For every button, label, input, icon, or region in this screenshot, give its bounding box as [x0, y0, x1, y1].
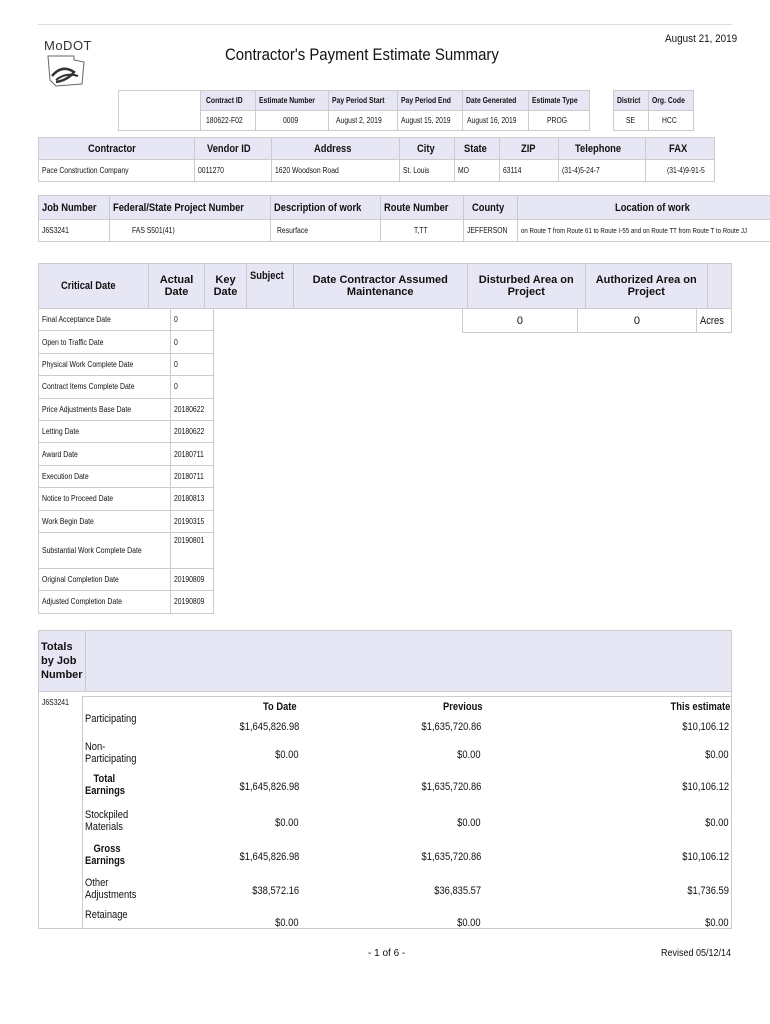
report-date: August 21, 2019: [665, 33, 738, 45]
missouri-map-icon: [44, 54, 94, 90]
this-estimate-value: $1,736.59: [687, 885, 729, 897]
modot-logo: [40, 34, 100, 92]
totals-row-label: Other Adjustments: [85, 877, 137, 901]
job-table: [38, 195, 770, 242]
city-value: St. Louis: [403, 166, 430, 175]
blank-cell: [119, 91, 201, 131]
state-value: MO: [458, 166, 470, 175]
date-generated-label: Date Generated: [466, 96, 517, 105]
critical-date-row: [39, 465, 214, 487]
critical-date-row: [39, 532, 214, 568]
authorized-area-label: Authorized Area on Project: [595, 274, 697, 298]
totals-grid: [82, 696, 732, 928]
contract-info-table: [118, 90, 694, 131]
previous-value: $1,635,720.86: [421, 781, 481, 793]
critical-date-name: Original Completion Date: [42, 575, 119, 585]
unit-header-cell: [707, 264, 731, 309]
pay-period-end-value: August 15, 2019: [400, 116, 451, 125]
pay-period-start-label: Pay Period Start: [331, 96, 385, 105]
previous-value: $0.00: [457, 917, 481, 929]
totals-row-label: Non-Participating: [85, 741, 137, 765]
totals-row-label: Total Earnings: [85, 773, 126, 797]
project-number-value: FAS S501(41): [132, 226, 175, 235]
critical-date-name: Open to Traffic Date: [42, 337, 104, 347]
disturbed-area-value: 0: [516, 314, 524, 327]
key-date-label: Key Date: [213, 274, 238, 298]
previous-value: $1,635,720.86: [421, 851, 481, 863]
totals-row: [83, 775, 731, 801]
critical-date-row: [39, 353, 214, 375]
previous-value: $1,635,720.86: [421, 721, 481, 733]
this-estimate-value: $0.00: [705, 817, 729, 829]
to-date-value: $38,572.16: [252, 885, 299, 897]
critical-date-name: Contract Items Complete Date: [42, 382, 135, 392]
disturbed-area-label: Disturbed Area on Project: [478, 274, 574, 298]
estimate-number-label: Estimate Number: [259, 96, 315, 105]
area-unit: Acres: [699, 314, 724, 327]
estimate-number-value: 0009: [283, 116, 299, 125]
telephone-value: (31-4)5-24-7: [562, 166, 600, 175]
previous-header: Previous: [443, 701, 483, 713]
critical-date-value: 20190809: [174, 597, 205, 607]
vendor-id-value: 0011270: [197, 166, 224, 175]
critical-date-value: 20180622: [174, 404, 205, 414]
totals-job-number: J6S3241: [42, 698, 69, 707]
critical-date-name: Price Adjustments Base Date: [42, 404, 132, 414]
totals-row: [83, 911, 731, 937]
critical-date-row: [39, 420, 214, 442]
job-number-value: J6S3241: [42, 226, 69, 235]
estimate-type-label: Estimate Type: [532, 96, 579, 105]
route-number-label: Route Number: [383, 201, 449, 214]
critical-date-value: 0: [174, 315, 178, 325]
critical-date-row: [39, 331, 214, 353]
county-label: County: [471, 201, 504, 214]
area-values-row: [462, 308, 732, 333]
critical-dates-table: [38, 308, 214, 614]
fax-value: (31-4)9-91-5: [666, 166, 705, 175]
totals-row: [83, 845, 731, 871]
contract-id-label: Contract ID: [206, 96, 244, 105]
this-estimate-value: $0.00: [705, 917, 729, 929]
this-estimate-header: This estimate: [670, 701, 730, 713]
page-number: - 1 of 6 -: [368, 948, 406, 959]
critical-date-name: Notice to Proceed Date: [42, 494, 114, 504]
logo-text: MoDOT: [44, 38, 92, 53]
previous-value: $0.00: [457, 817, 481, 829]
this-estimate-value: $10,106.12: [682, 851, 729, 863]
critical-date-row: [39, 510, 214, 532]
description-value: Resurface: [277, 226, 309, 235]
totals-row-label: Gross Earnings: [85, 843, 126, 867]
critical-date-value: 0: [174, 337, 178, 347]
zip-value: 63114: [503, 166, 522, 175]
totals-row: [83, 811, 731, 837]
fax-label: FAX: [669, 142, 688, 155]
critical-date-value: 20180711: [174, 471, 204, 481]
critical-dates-header: [38, 263, 732, 309]
page-title: Contractor's Payment Estimate Summary: [225, 45, 499, 64]
contractor-table: [38, 137, 715, 182]
critical-date-row: [39, 443, 214, 465]
contractor-value: Pace Construction Company: [42, 166, 129, 175]
contract-id-value: 180622-F02: [206, 116, 244, 125]
to-date-value: $0.00: [275, 817, 299, 829]
org-code-value: HCC: [662, 116, 678, 125]
critical-date-row: [39, 591, 214, 613]
project-number-label: Federal/State Project Number: [113, 201, 245, 214]
critical-date-label: Critical Date: [61, 280, 116, 292]
critical-date-name: Letting Date: [42, 427, 80, 437]
address-value: 1620 Woodson Road: [274, 166, 339, 175]
authorized-area-value: 0: [633, 314, 640, 327]
critical-date-value: 20190809: [174, 575, 205, 585]
totals-row-label: Stockpiled Materials: [85, 809, 129, 833]
critical-date-value: 20190315: [174, 516, 205, 526]
district-value: SE: [625, 116, 635, 125]
totals-body: [38, 691, 732, 929]
revised-date: Revised 05/12/14: [661, 948, 732, 959]
location-value: on Route T from Route 61 to Route I-55 and on Route TT from Route T to Route JJ: [521, 226, 748, 235]
route-number-value: T,TT: [413, 226, 428, 235]
critical-date-row: [39, 376, 214, 398]
previous-value: $36,835.57: [434, 885, 481, 897]
this-estimate-value: $10,106.12: [682, 781, 729, 793]
job-number-label: Job Number: [42, 201, 97, 214]
critical-date-name: Work Begin Date: [42, 516, 94, 526]
estimate-type-value: PROG: [547, 116, 568, 125]
description-label: Description of work: [274, 201, 362, 214]
totals-row-label: Retainage: [85, 909, 128, 921]
this-estimate-value: $10,106.12: [682, 721, 729, 733]
pay-period-start-value: August 2, 2019: [335, 116, 382, 125]
district-label: District: [617, 96, 641, 105]
critical-date-name: Award Date: [42, 449, 78, 459]
county-value: JEFFERSON: [466, 226, 508, 235]
to-date-value: $0.00: [275, 749, 299, 761]
critical-date-row: [39, 398, 214, 420]
city-label: City: [417, 142, 435, 155]
critical-date-value: 20180813: [174, 494, 205, 504]
address-label: Address: [313, 142, 351, 155]
critical-date-row: [39, 488, 214, 510]
critical-date-value: 20190801: [174, 535, 205, 545]
critical-date-value: 0: [174, 359, 178, 369]
actual-date-label: Actual Date: [159, 274, 194, 298]
to-date-value: $1,645,826.98: [239, 721, 299, 733]
critical-date-value: 20180622: [174, 427, 205, 437]
previous-value: $0.00: [457, 749, 481, 761]
critical-date-row: [39, 309, 214, 331]
contractor-label: Contractor: [88, 142, 137, 155]
totals-row: [83, 743, 731, 769]
telephone-label: Telephone: [574, 142, 622, 155]
totals-row: [83, 879, 731, 905]
totals-header-label: Totals by Job Number: [41, 641, 83, 681]
critical-date-row: [39, 568, 214, 590]
critical-date-name: Execution Date: [42, 471, 89, 481]
critical-date-name: Physical Work Complete Date: [42, 359, 134, 369]
vendor-id-label: Vendor ID: [207, 142, 251, 155]
totals-row-label: Participating: [85, 713, 137, 725]
zip-label: ZIP: [520, 142, 536, 155]
date-generated-value: August 16, 2019: [466, 116, 517, 125]
to-date-header: To Date: [263, 701, 297, 713]
totals-header-fill: [85, 631, 731, 692]
critical-date-value: 0: [174, 382, 178, 392]
org-code-label: Org. Code: [651, 96, 685, 105]
this-estimate-value: $0.00: [705, 749, 729, 761]
assumed-maintenance-label: Date Contractor Assumed Maintenance: [312, 274, 448, 298]
critical-date-value: 20180711: [174, 449, 204, 459]
critical-date-name: Adjusted Completion Date: [42, 597, 122, 607]
to-date-value: $0.00: [275, 917, 299, 929]
critical-date-name: Substantial Work Complete Date: [42, 545, 142, 555]
subject-label: Subject: [250, 270, 284, 282]
location-label: Location of work: [615, 201, 690, 214]
pay-period-end-label: Pay Period End: [400, 96, 451, 105]
state-label: State: [463, 142, 487, 155]
critical-date-name: Final Acceptance Date: [42, 315, 111, 325]
totals-header-table: [38, 630, 732, 692]
to-date-value: $1,645,826.98: [239, 781, 299, 793]
top-rule: [38, 24, 732, 25]
totals-row: [83, 715, 731, 741]
to-date-value: $1,645,826.98: [239, 851, 299, 863]
